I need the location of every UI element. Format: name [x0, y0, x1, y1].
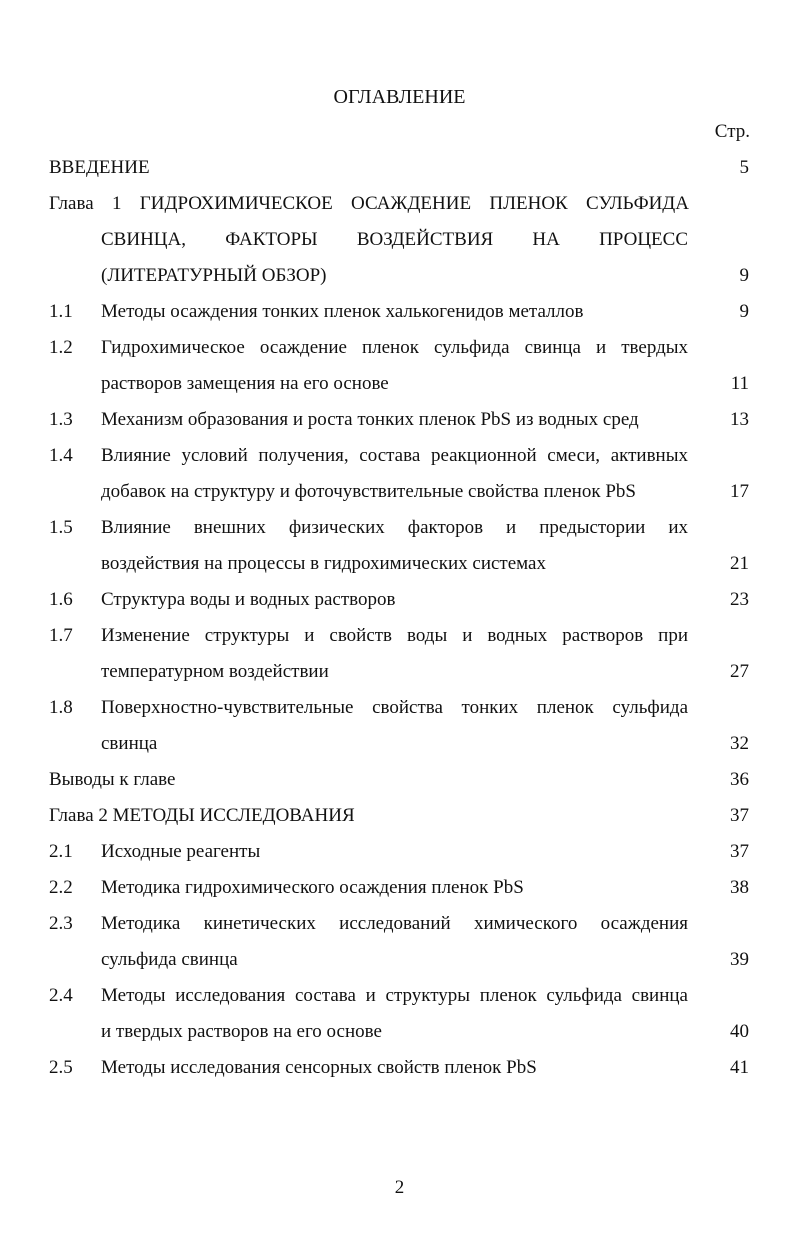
toc-entry-1-7	[49, 624, 749, 648]
toc-entry-1-7-cont	[49, 660, 749, 684]
footer-page-number: 2	[394, 1177, 405, 1198]
toc-page-number: 40	[730, 1021, 749, 1042]
toc-entry-text: Методы исследования состава и структуры пленок сульфида свинца	[101, 985, 688, 1006]
toc-entry-text: Структура воды и водных растворов	[101, 589, 396, 610]
toc-entry-text: Методика кинетических исследований химического осаждения	[101, 913, 688, 934]
toc-entry-text: температурном воздействии	[101, 661, 329, 682]
toc-entry-text: Исходные реагенты	[101, 841, 261, 862]
toc-section-number: 1.6	[49, 589, 73, 610]
toc-entry-2-3-cont	[49, 948, 749, 972]
toc-entry-1-2-cont	[49, 372, 749, 396]
toc-entry-chapter-1-cont	[49, 228, 749, 252]
toc-entry-1-2	[49, 336, 749, 360]
toc-entry-1-4-cont	[49, 480, 749, 504]
toc-section-number: 1.5	[49, 517, 73, 538]
toc-entry-text: Поверхностно-чувствительные свойства тонких пленок сульфида	[101, 697, 688, 718]
toc-page-number: 17	[730, 481, 749, 502]
toc-section-number: 1.7	[49, 625, 73, 646]
page-column-label: Стр.	[714, 121, 750, 142]
toc-section-number: 2.5	[49, 1057, 73, 1078]
toc-entry-2-4	[49, 984, 749, 1008]
toc-section-number: 2.3	[49, 913, 73, 934]
toc-section-number: 1.3	[49, 409, 73, 430]
toc-page-number: 37	[730, 841, 749, 862]
toc-entry-2-3	[49, 912, 749, 936]
toc-entry-1-3	[49, 408, 749, 432]
toc-entry-1-8-cont	[49, 732, 749, 756]
toc-entry-text: СВИНЦА, ФАКТОРЫ ВОЗДЕЙСТВИЯ НА ПРОЦЕСС	[101, 229, 688, 250]
toc-entry-text: Глава 1 ГИДРОХИМИЧЕСКОЕ ОСАЖДЕНИЕ ПЛЕНОК СУЛЬФИДА	[49, 193, 689, 214]
toc-section-number: 1.1	[49, 301, 73, 322]
toc-entry-text: свинца	[101, 733, 158, 754]
toc-page-number: 9	[739, 301, 749, 322]
toc-section-number: 1.8	[49, 697, 73, 718]
toc-entry-text: добавок на структуру и фоточувствительные свойства пленок PbS	[101, 481, 636, 502]
page-title: ОГЛАВЛЕНИЕ	[333, 86, 466, 108]
toc-entry-text: Гидрохимическое осаждение пленок сульфида свинца и твердых	[101, 337, 688, 358]
toc-page-number: 21	[730, 553, 749, 574]
toc-entry-conclusions	[49, 768, 749, 792]
toc-page-number: 37	[730, 805, 749, 826]
toc-entry-2-4-cont	[49, 1020, 749, 1044]
toc-entry-text: Влияние условий получения, состава реакционной смеси, активных	[101, 445, 688, 466]
toc-entry-1-6	[49, 588, 749, 612]
toc-entry-1-5-cont	[49, 552, 749, 576]
toc-page-number: 36	[730, 769, 749, 790]
toc-page-number: 32	[730, 733, 749, 754]
toc-section-number: 2.1	[49, 841, 73, 862]
toc-entry-1-8	[49, 696, 749, 720]
toc-page-number: 41	[730, 1057, 749, 1078]
toc-page-number: 11	[730, 373, 749, 394]
toc-section-number: 1.4	[49, 445, 73, 466]
toc-page-number: 39	[730, 949, 749, 970]
toc-entry-text: Методы осаждения тонких пленок халькогенидов металлов	[101, 301, 584, 322]
toc-entry-text: растворов замещения на его основе	[101, 373, 389, 394]
toc-entry-chapter-2	[49, 804, 749, 828]
toc-entry-introduction	[49, 156, 749, 180]
toc-entry-2-5	[49, 1056, 749, 1080]
toc-entry-text: Глава 2 МЕТОДЫ ИССЛЕДОВАНИЯ	[49, 805, 355, 826]
toc-section-number: 2.2	[49, 877, 73, 898]
toc-entry-text: и твердых растворов на его основе	[101, 1021, 382, 1042]
toc-entry-text: Методика гидрохимического осаждения пленок PbS	[101, 877, 524, 898]
toc-page-number: 13	[730, 409, 749, 430]
toc-entry-text: Методы исследования сенсорных свойств пленок PbS	[101, 1057, 537, 1078]
toc-page-number: 38	[730, 877, 749, 898]
toc-entry-text: Влияние внешних физических факторов и предыстории их	[101, 517, 688, 538]
toc-entry-2-2	[49, 876, 749, 900]
toc-entry-1-4	[49, 444, 749, 468]
toc-entry-chapter-1	[49, 192, 749, 216]
toc-entry-2-1	[49, 840, 749, 864]
toc-entry-text: ВВЕДЕНИЕ	[49, 157, 150, 178]
toc-section-number: 1.2	[49, 337, 73, 358]
toc-page-number: 27	[730, 661, 749, 682]
toc-section-number: 2.4	[49, 985, 73, 1006]
toc-entry-text: Механизм образования и роста тонких пленок PbS из водных сред	[101, 409, 639, 430]
toc-entry-text: (ЛИТЕРАТУРНЫЙ ОБЗОР)	[101, 265, 327, 286]
toc-page-number: 9	[739, 265, 749, 286]
toc-entry-1-5	[49, 516, 749, 540]
toc-entry-chapter-1-end	[49, 264, 749, 288]
toc-entry-text: Выводы к главе	[49, 769, 176, 790]
toc-entry-1-1	[49, 300, 749, 324]
toc-page-number: 5	[739, 157, 749, 178]
toc-entry-text: сульфида свинца	[101, 949, 238, 970]
toc-entry-text: Изменение структуры и свойств воды и водных растворов при	[101, 625, 688, 646]
toc-entry-text: воздействия на процессы в гидрохимических системах	[101, 553, 546, 574]
toc-page-number: 23	[730, 589, 749, 610]
